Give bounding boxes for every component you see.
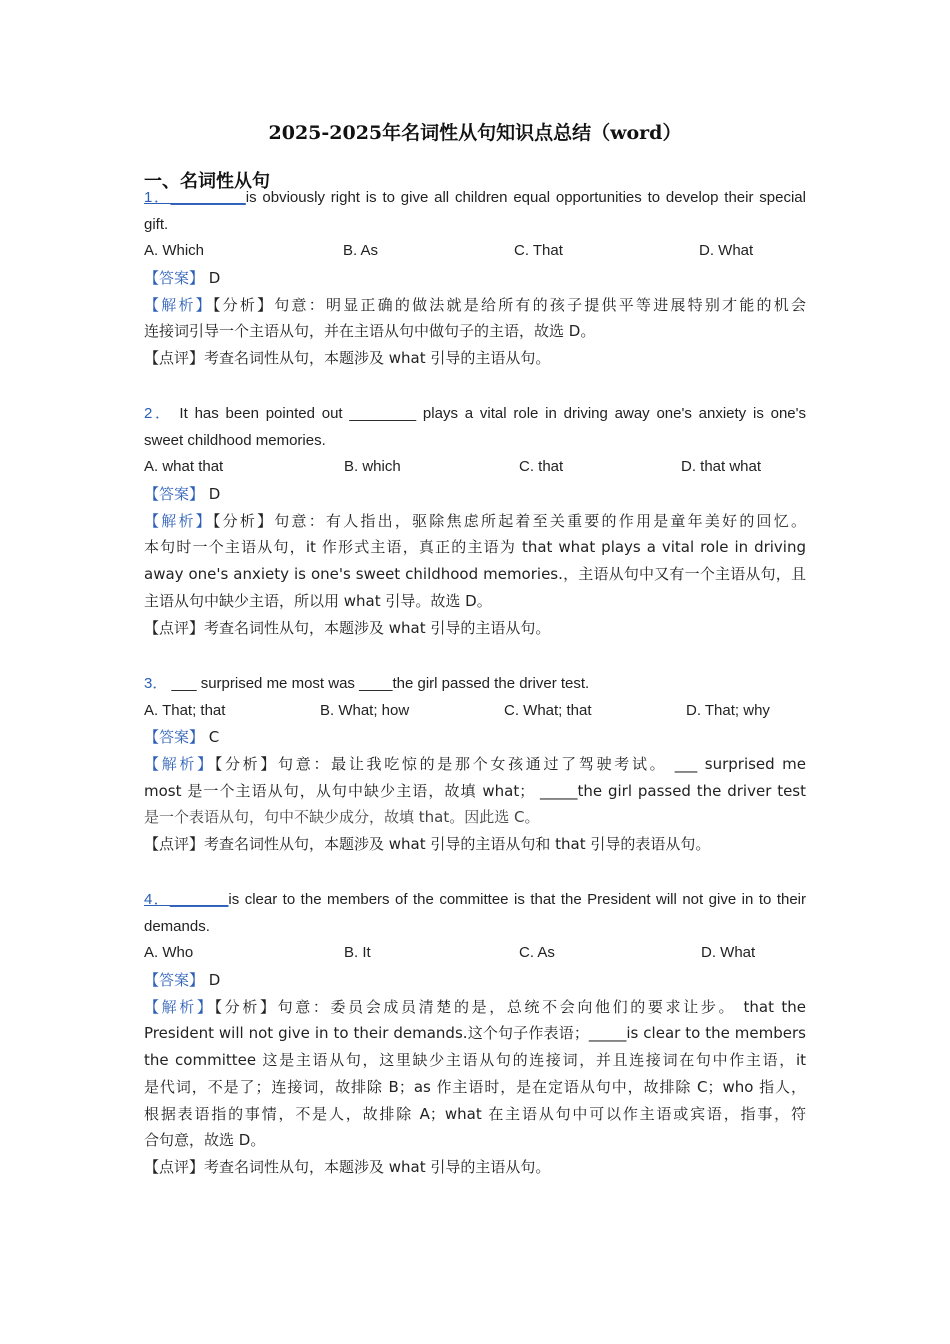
section-heading: 一、名词性从句: [144, 171, 270, 192]
options-row: [144, 698, 806, 725]
question-3: [144, 671, 806, 858]
analysis-line: 主语从句中缺少主语，所以用 what 引导。故选 D。: [144, 591, 492, 610]
option-a: A. Which: [144, 242, 205, 260]
question-stem-cont: sweet childhood memories.: [144, 431, 326, 449]
question-2: [144, 401, 806, 641]
question-stem-cont: gift.: [144, 215, 169, 233]
answer-row: [144, 481, 806, 508]
option-d: D. That; why: [686, 701, 770, 719]
comment-line: 【点评】考查名词性从句，本题涉及 what 引导的主语从句。: [144, 618, 551, 637]
analysis-tag: 【解析】: [144, 511, 213, 530]
analysis-line: 根据表语指的事情，不是人，故排除 A；what 在主语从句中可以作主语或宾语，指事，符: [144, 1104, 806, 1123]
analysis-line: President will not give in to their demands.这个句子作表语；_____is clear to the members: [144, 1024, 806, 1043]
analysis-line: 是一个表语从句，句中不缺少成分，故填 that。因此选 C。: [144, 808, 540, 827]
question-stem: [144, 401, 806, 428]
question-number: 1．_________: [144, 189, 246, 206]
options-row: [144, 238, 806, 265]
option-b: B. As: [343, 242, 379, 260]
analysis-line: [144, 994, 806, 1021]
page-title: 2025-2025年名词性从句知识点总结（word）: [268, 122, 682, 144]
answer-tag: 【答案】: [144, 269, 205, 288]
option-c: C. What; that: [504, 701, 592, 719]
analysis-line: 连接词引导一个主语从句，并在主语从句中做句子的主语，故选 D。: [144, 322, 596, 341]
answer-tag: 【答案】: [144, 728, 205, 747]
question-number: 3．: [144, 675, 168, 692]
question-number: 4．_______: [144, 891, 229, 908]
stem-text: is obviously right is to give all children equal opportunities to develop their special: [245, 189, 806, 206]
answer-value: C: [204, 728, 220, 747]
option-b: B. What; how: [320, 701, 410, 719]
options-row: [144, 454, 806, 481]
analysis-line: 本句时一个主语从句，it 作形式主语，真正的主语为 that what plays a vital role in driving: [144, 538, 806, 557]
analysis-line: 合句意，故选 D。: [144, 1131, 266, 1150]
answer-value: D: [204, 485, 221, 504]
stem-text: It has been pointed out ________ plays a vital role in driving away one's anxiety is one's: [172, 405, 806, 422]
comment-line: 【点评】考查名词性从句，本题涉及 what 引导的主语从句。: [144, 1157, 551, 1176]
option-a: A. what that: [144, 458, 224, 476]
analysis-line: [144, 508, 806, 535]
analysis-tag: 【解析】: [144, 755, 215, 774]
question-number: 2．: [144, 405, 173, 422]
answer-row: [144, 265, 806, 292]
analysis-tag: 【解析】: [144, 997, 215, 1016]
options-row: [144, 940, 806, 967]
option-a: A. Who: [144, 944, 194, 962]
answer-row: [144, 967, 806, 994]
answer-tag: 【答案】: [144, 485, 205, 504]
option-c: C. that: [519, 458, 564, 476]
option-d: D. that what: [681, 458, 762, 476]
analysis-text: 【分析】句意：明显正确的做法就是给所有的孩子提供平等进展特别才能的机会: [212, 295, 806, 314]
question-stem: [144, 671, 806, 698]
question-stem-cont: demands.: [144, 917, 210, 935]
analysis-line: away one's anxiety is one's sweet childhood memories.，主语从句中又有一个主语从句，且: [144, 565, 806, 584]
analysis-line: 是代词，不是了；连接词，故排除 B；as 作主语时，是在定语从句中，故排除 C；who 指人，: [144, 1077, 806, 1096]
option-b: B. It: [344, 944, 371, 962]
answer-value: D: [204, 971, 221, 990]
analysis-line: the committee 这是主语从句，这里缺少主语从句的连接词，并且连接词在句中作主语，it: [144, 1051, 806, 1070]
option-a: A. That; that: [144, 701, 226, 719]
analysis-line: [144, 292, 806, 319]
analysis-text: 【分析】句意：委员会成员清楚的是，总统不会向他们的要求让步。 that the: [214, 997, 806, 1016]
option-c: C. That: [514, 242, 563, 260]
stem-text: is clear to the members of the committee is that the President will not give in to their: [228, 891, 806, 908]
comment-line: 【点评】考查名词性从句，本题涉及 what 引导的主语从句和 that 引导的表语从句。: [144, 835, 711, 854]
analysis-line: most 是一个主语从句，从句中缺少主语，故填 what； _____the girl passed the driver test: [144, 781, 806, 800]
option-d: D. What: [701, 944, 756, 962]
question-stem: [144, 185, 806, 212]
answer-tag: 【答案】: [144, 971, 205, 990]
question-4: [144, 887, 806, 1181]
option-b: B. which: [344, 458, 401, 476]
answer-row: [144, 724, 806, 751]
question-stem: [144, 887, 806, 914]
analysis-text: 【分析】句意：最让我吃惊的是那个女孩通过了驾驶考试。 ___ surprised me: [214, 755, 806, 774]
analysis-line: [144, 751, 806, 778]
option-d: D. What: [699, 242, 754, 260]
analysis-tag: 【解析】: [144, 295, 213, 314]
question-1: [144, 185, 806, 372]
analysis-text: 【分析】句意：有人指出，驱除焦虑所起着至关重要的作用是童年美好的回忆。: [212, 511, 806, 530]
comment-line: 【点评】考查名词性从句，本题涉及 what 引导的主语从句。: [144, 349, 551, 368]
answer-value: D: [204, 269, 221, 288]
stem-text: ___ surprised me most was ____the girl passed the driver test.: [167, 675, 590, 692]
option-c: C. As: [519, 944, 555, 962]
